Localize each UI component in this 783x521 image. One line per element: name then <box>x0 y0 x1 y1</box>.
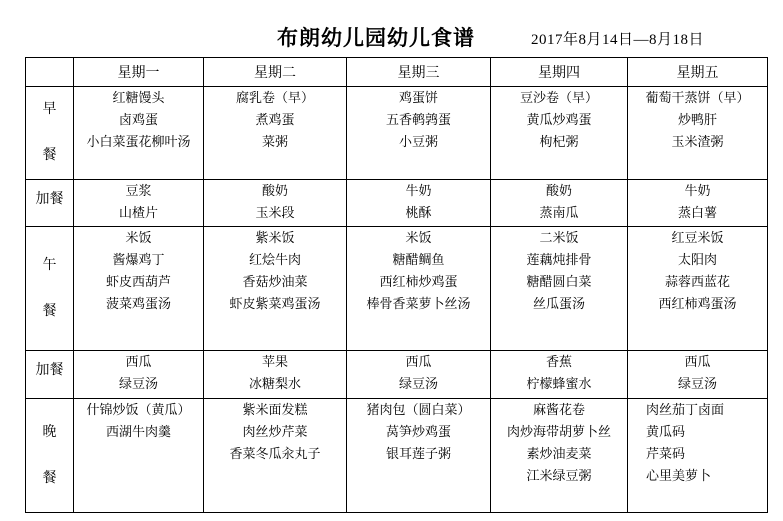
menu-item-line: 菠菜鸡蛋汤 <box>105 296 171 311</box>
menu-item-line: 玉米段 <box>255 205 295 220</box>
meal-row-1 <box>26 180 768 227</box>
menu-cell <box>628 87 768 180</box>
meal-label-cell <box>26 87 74 180</box>
menu-cell <box>204 180 347 227</box>
menu-cell <box>204 399 347 513</box>
menu-item-line: 酱爆鸡丁 <box>112 252 165 267</box>
meal-label-cell: 加餐 <box>26 351 74 399</box>
menu-item-line: 卤鸡蛋 <box>118 112 158 127</box>
menu-cell <box>628 351 768 399</box>
day-header-3: 星期三 <box>347 58 491 87</box>
menu-cell <box>74 180 204 227</box>
menu-cell <box>491 399 628 513</box>
menu-cell <box>347 227 491 351</box>
menu-table-head <box>26 58 768 87</box>
menu-item-line: 小豆粥 <box>398 134 438 149</box>
menu-item-line: 玉米渣粥 <box>671 134 724 149</box>
menu-item-line: 素炒油麦菜 <box>526 446 592 461</box>
menu-item-line: 西瓜 <box>684 354 711 369</box>
menu-item-line: 蒸白薯 <box>677 205 717 220</box>
menu-item-line: 腐乳卷（早） <box>235 90 314 105</box>
menu-item-line: 紫米饭 <box>255 230 295 245</box>
menu-item-line: 江米绿豆粥 <box>526 468 592 483</box>
menu-cell <box>74 227 204 351</box>
menu-item-line: 肉炒海带胡萝卜丝 <box>506 424 611 439</box>
meal-row-3 <box>26 351 768 399</box>
menu-item-line: 心里美萝卜 <box>646 468 712 483</box>
menu-item-line: 西红柿炒鸡蛋 <box>379 274 458 289</box>
menu-cell <box>74 351 204 399</box>
menu-item-line: 虾皮西葫芦 <box>105 274 171 289</box>
menu-cell <box>204 87 347 180</box>
menu-item-line: 虾皮紫菜鸡蛋汤 <box>229 296 321 311</box>
meal-label-char: 餐 <box>42 148 57 163</box>
menu-item-line: 西瓜 <box>405 354 432 369</box>
menu-item-line: 绿豆汤 <box>677 376 717 391</box>
menu-item-line: 苹果 <box>261 354 288 369</box>
menu-item-line: 西瓜 <box>125 354 152 369</box>
menu-cell <box>628 399 768 513</box>
meal-label-char: 餐 <box>42 470 57 486</box>
meal-label-char: 晚 <box>42 424 57 440</box>
menu-item-line: 牛奶 <box>684 183 711 198</box>
menu-cell <box>491 227 628 351</box>
day-header-1: 星期一 <box>74 58 204 87</box>
menu-cell <box>347 351 491 399</box>
day-header-5: 星期五 <box>628 58 768 87</box>
menu-cell <box>491 87 628 180</box>
meal-label-char: 早 <box>42 102 57 117</box>
menu-item-line: 酸奶 <box>261 183 288 198</box>
menu-item-line: 煮鸡蛋 <box>255 112 295 127</box>
menu-item-line: 山楂片 <box>118 205 158 220</box>
menu-item-line: 豆浆 <box>125 183 152 198</box>
menu-item-line: 芹菜码 <box>646 446 686 461</box>
menu-item-line: 红烩牛肉 <box>248 252 301 267</box>
title-bar <box>0 22 783 52</box>
meal-row-0 <box>26 87 768 180</box>
menu-item-line: 糖醋圆白菜 <box>526 274 592 289</box>
meal-row-2 <box>26 227 768 351</box>
menu-cell <box>347 87 491 180</box>
menu-item-line: 香蕉 <box>545 354 572 369</box>
menu-item-line: 酸奶 <box>545 183 572 198</box>
page-title: 布朗幼儿园幼儿食谱 <box>277 26 475 50</box>
menu-item-line: 葡萄干蒸饼（早） <box>645 90 750 105</box>
menu-item-line: 柠檬蜂蜜水 <box>526 376 592 391</box>
menu-item-line: 蒜蓉西蓝花 <box>664 274 730 289</box>
menu-item-line: 银耳莲子粥 <box>385 446 451 461</box>
meal-label-cell: 加餐 <box>26 180 74 227</box>
meal-label-char: 餐 <box>42 303 57 319</box>
menu-item-line: 牛奶 <box>405 183 432 198</box>
corner-cell <box>26 58 74 87</box>
menu-item-line: 莲藕炖排骨 <box>526 252 592 267</box>
day-header-4: 星期四 <box>491 58 628 87</box>
menu-item-line: 红豆米饭 <box>671 230 724 245</box>
menu-item-line: 鸡蛋饼 <box>398 90 438 105</box>
menu-item-line: 黄瓜码 <box>646 424 686 439</box>
menu-item-line: 棒骨香菜萝卜丝汤 <box>366 296 471 311</box>
menu-item-line: 米饭 <box>125 230 152 245</box>
day-header-row <box>26 58 768 87</box>
menu-item-line: 什锦炒饭（黄瓜） <box>86 402 191 417</box>
menu-cell <box>628 227 768 351</box>
menu-item-line: 绿豆汤 <box>398 376 438 391</box>
menu-cell <box>204 351 347 399</box>
menu-cell <box>347 399 491 513</box>
menu-item-line: 香菜冬瓜汆丸子 <box>229 446 321 461</box>
menu-cell <box>491 351 628 399</box>
menu-item-line: 菜粥 <box>261 134 288 149</box>
date-range: 2017年8月14日—8月18日 <box>531 32 705 48</box>
menu-item-line: 黄瓜炒鸡蛋 <box>526 112 592 127</box>
menu-item-line: 五香鹌鹑蛋 <box>385 112 451 127</box>
meal-label-char: 午 <box>42 257 57 273</box>
menu-item-line: 肉丝炒芹菜 <box>242 424 308 439</box>
menu-item-line: 绿豆汤 <box>118 376 158 391</box>
menu-item-line: 蒸南瓜 <box>539 205 579 220</box>
menu-item-line: 香菇炒油菜 <box>242 274 308 289</box>
menu-item-line: 太阳肉 <box>677 252 717 267</box>
menu-item-line: 肉丝茄丁卤面 <box>646 402 725 417</box>
menu-item-line: 炒鸭肝 <box>677 112 717 127</box>
meal-label-cell <box>26 399 74 513</box>
menu-item-line: 糖醋鲷鱼 <box>392 252 445 267</box>
menu-item-line: 豆沙卷（早） <box>519 90 598 105</box>
menu-item-line: 桃酥 <box>405 205 432 220</box>
menu-item-line: 麻酱花卷 <box>532 402 585 417</box>
menu-cell <box>491 180 628 227</box>
menu-cell <box>628 180 768 227</box>
menu-table-body <box>26 87 768 513</box>
menu-item-line: 红糖馒头 <box>112 90 165 105</box>
menu-item-line: 西湖牛肉羹 <box>105 424 171 439</box>
menu-item-line: 二米饭 <box>539 230 579 245</box>
menu-cell <box>347 180 491 227</box>
menu-cell <box>204 227 347 351</box>
menu-cell <box>74 87 204 180</box>
menu-item-line: 米饭 <box>405 230 432 245</box>
menu-item-line: 西红柿鸡蛋汤 <box>658 296 737 311</box>
menu-item-line: 枸杞粥 <box>539 134 579 149</box>
menu-table <box>25 57 768 513</box>
menu-item-line: 冰糖梨水 <box>248 376 301 391</box>
meal-label-cell <box>26 227 74 351</box>
menu-cell <box>74 399 204 513</box>
day-header-2: 星期二 <box>204 58 347 87</box>
menu-item-line: 猪肉包（圆白菜） <box>366 402 471 417</box>
menu-item-line: 丝瓜蛋汤 <box>532 296 585 311</box>
meal-row-4 <box>26 399 768 513</box>
menu-item-line: 小白菜蛋花柳叶汤 <box>86 134 191 149</box>
menu-item-line: 紫米面发糕 <box>242 402 308 417</box>
menu-item-line: 莴笋炒鸡蛋 <box>385 424 451 439</box>
